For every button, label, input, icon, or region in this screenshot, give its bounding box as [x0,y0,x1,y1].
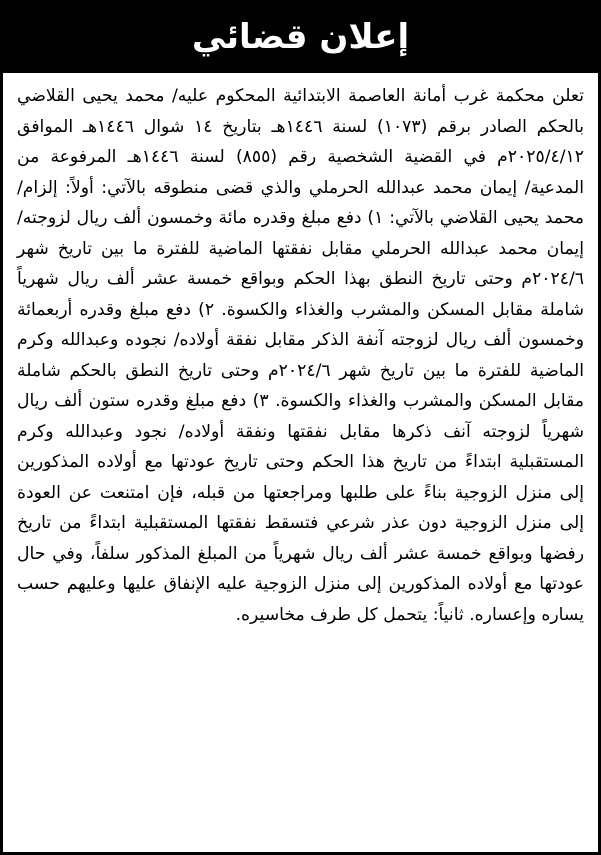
notice-title: إعلان قضائي [191,17,410,57]
title-banner [3,3,598,73]
notice-body: تعلن محكمة غرب أمانة العاصمة الابتدائية المحكوم عليه/ محمد يحيى القلاضي بالحكم الصادر برقم (١٠٧٣) لسنة ١٤٤٦هـ بتاريخ ١٤ شوال ١٤٤٦هـ الموافق ٢٠٢٥/٤/١٢م في القضية الشخصية رقم (٨٥٥) لسنة ١٤٤٦هـ المرفوعة من المدعية/ إيمان محمد عبدالله الحرملي والذي قضى منطوقه بالآتي: أولاً: إلزام/ محمد يحيى القلاضي بالآتي: ١) دفع مبلغ وقدره مائة وخمسون ألف ريال لزوجته/ إيمان محمد عبدالله الحرملي مقابل نفقتها الماضية للفترة ما بين تاريخ شهر ٢٠٢٤/٦م وحتى تاريخ النطق بهذا الحكم وبواقع خمسة عشر ألف ريال شهرياً شاملة مقابل المسكن والمشرب والغذاء والكسوة. ٢) دفع مبلغ وقدره أربعمائة وخمسون ألف ريال لزوجته آنفة الذكر مقابل نفقة أولاده/ نجوده وعبدالله وكرم الماضية للفترة ما بين تاريخ شهر ٢٠٢٤/٦م وحتى تاريخ النطق بالحكم شاملة مقابل المسكن والمشرب والغذاء والكسوة. ٣) دفع مبلغ وقدره ستون ألف ريال شهرياً لزوجته آنف ذكرها مقابل نفقتها ونفقة أولاده/ نجود وعبدالله وكرم المستقبلية ابتداءً من تاريخ هذا الحكم وحتى تاريخ عودتها مع أولاده المذكورين إلى منزل الزوجية بناءً على طلبها ومراجعتها من قبله، فإن امتنعت عن العودة إلى منزل الزوجية دون عذر شرعي فتسقط نفقتها المستقبلية ابتداءً من تاريخ رفضها وبواقع خمسة عشر ألف ريال شهرياً من المبلغ المذكور سلفاً، وفي حال عودتها مع أولاده المذكورين إلى منزل الزوجية عليه الإنفاق عليها وعليهم حسب يساره وإعساره. ثانياً: يتحمل كل طرف مخاسيره. [17,86,585,625]
